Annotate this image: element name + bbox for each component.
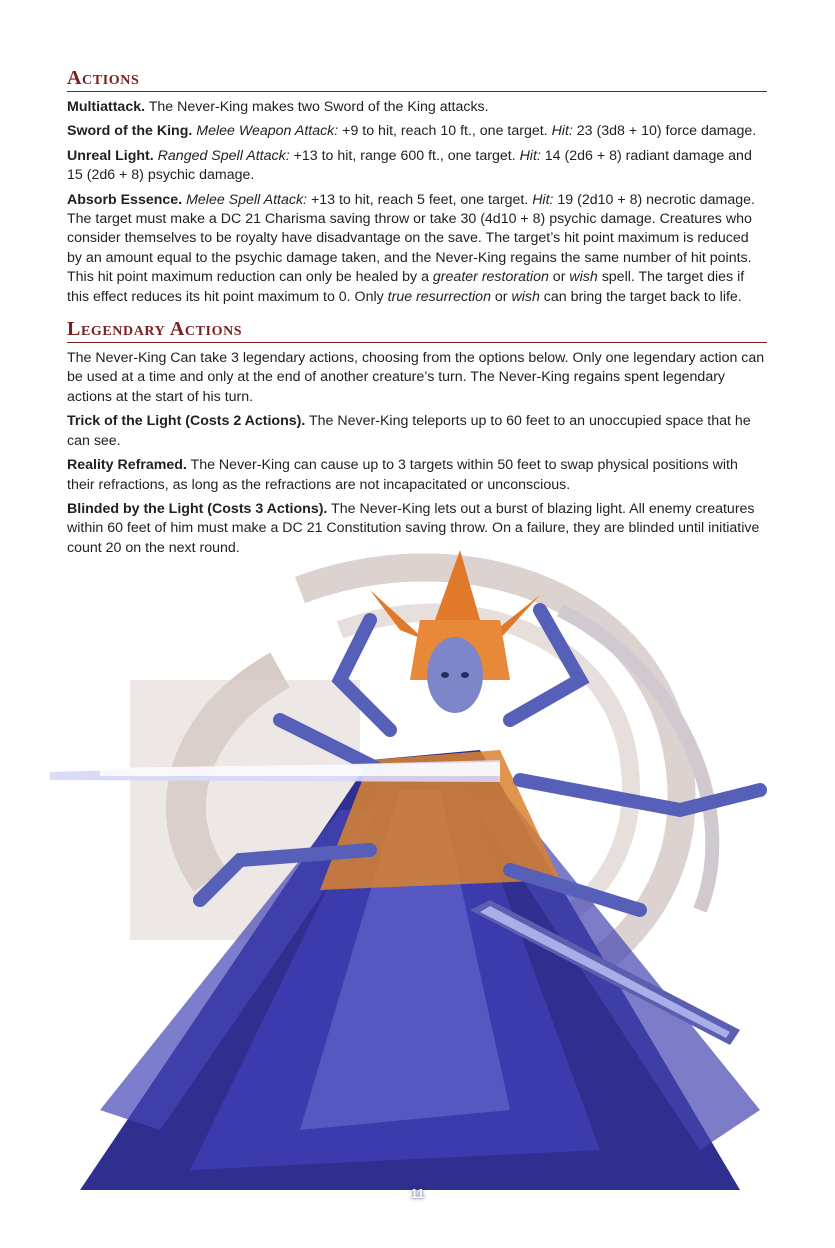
entry-italic-text: greater restoration [432,269,549,286]
entry-text: spell. The target dies if this effect reduces its hit point maximum to 0. Only [67,269,745,305]
entry-text: can bring the target back to life. [539,288,742,305]
stat-entry [67,456,767,495]
entry-name: Reality Reframed. [67,457,187,474]
entry-italic-text: Ranged Spell Attack: [157,147,290,164]
entry-text: +13 to hit, range 600 ft., one target. [289,147,520,164]
entry-italic-text: Hit: [551,123,573,140]
entry-italic-text: Melee Weapon Attack: [196,123,339,140]
entry-italic-text: Melee Spell Attack: [186,191,307,208]
entry-text: or [490,288,512,305]
stat-entry [67,412,767,451]
entry-italic-text: wish [511,288,540,305]
head [427,637,483,713]
entry-text: +13 to hit, reach 5 feet, one target. [307,191,533,208]
stat-entry [67,122,767,141]
entry-italic-text: Hit: [532,191,554,208]
entry-text: The Never-King Can take 3 legendary actions, choosing from the options below. Only one legendary action can be used at a time and only at the end of another creature’s turn. The Never-King regains spent legendary actions at the start of his turn. [67,350,765,405]
entry-italic-text: true resurrection [387,288,491,305]
never-king-illustration [40,550,800,1240]
page-number: 11 [410,1186,425,1201]
stat-entry [67,191,767,307]
section-legendary-actions [67,317,767,558]
entry-text: 19 (2d10 + 8) necrotic damage. The target must make a DC 21 Charisma saving throw or take 30 (4d10 + 8) psychic damage. Creatures who consider themselves to be royalty have disadvantage on the save. The target’s hit point maximum is reduced by an amount equal to the psychic damage taken, and the Never-King regains the same number of hit points. This hit point maximum reduction can only be healed by a [67,191,755,286]
section-title: Legendary Actions [67,317,767,343]
entry-name: Unreal Light. [67,147,154,164]
entry-italic-text: Hit: [519,147,541,164]
page-content [67,66,767,563]
entry-text: 23 (3d8 + 10) force damage. [572,123,757,140]
stat-block-sections [67,66,767,558]
entry-name: Absorb Essence. [67,191,183,208]
section-title: Actions [67,66,767,92]
entry-text: +9 to hit, reach 10 ft., one target. [338,123,552,140]
entry-list [67,98,767,307]
entry-text: The Never-King makes two Sword of the King attacks. [145,99,489,115]
stat-entry [67,349,767,407]
entry-name: Trick of the Light (Costs 2 Actions). [67,413,306,430]
section-actions [67,66,767,307]
entry-text: The Never-King teleports up to 60 feet to an unoccupied space that he can see. [67,413,751,449]
entry-text: or [548,269,570,286]
stat-entry [67,98,767,117]
entry-name: Sword of the King. [67,123,193,140]
entry-list [67,349,767,558]
entry-italic-text: wish [569,269,598,286]
entry-text: 14 (2d6 + 8) radiant damage and 15 (2d6 + 8) psychic damage. [67,147,752,184]
entry-name: Multiattack. [67,99,146,115]
entry-name: Blinded by the Light (Costs 3 Actions). [67,500,328,517]
entry-text: The Never-King can cause up to 3 targets within 50 feet to swap physical positions with their refractions, as long as the refractions are not incapacitated or unconscious. [67,457,738,493]
entry-text: The Never-King lets out a burst of blazing light. All enemy creatures within 60 feet of him must make a DC 21 Constitution saving throw. On a failure, they are blinded until initiative count 20 on the next round. [67,500,760,556]
stat-entry [67,147,767,186]
